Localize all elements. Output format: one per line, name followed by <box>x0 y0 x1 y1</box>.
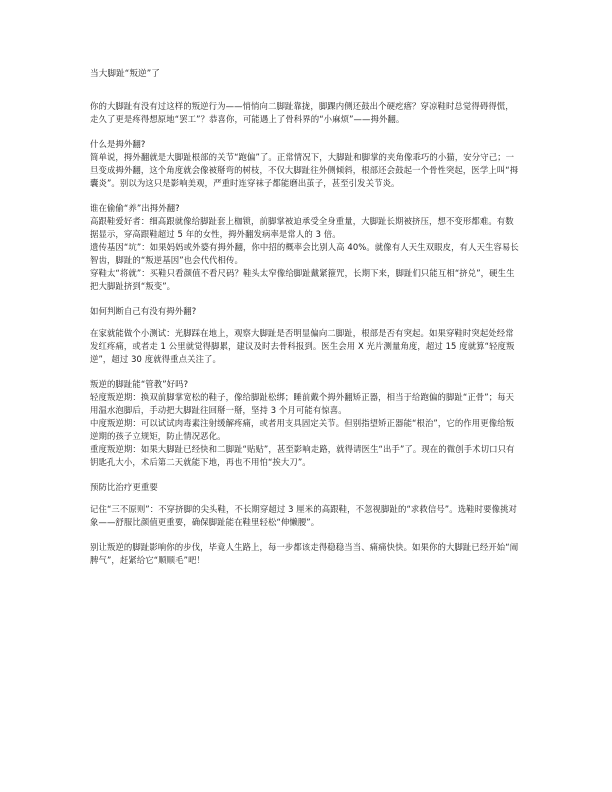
section-heading: 预防比治疗更重要 <box>90 482 158 492</box>
section-heading: 如何判断自己有没有拇外翻? <box>90 306 197 316</box>
closing-paragraph: 别让叛逆的脚趾影响你的步伐，毕竟人生路上，每一步都该走得稳稳当当、痛痛快快。如果你的大脚趾已经开始“闹脾气”，赶紧给它“顺顺毛”吧！ <box>90 542 519 565</box>
section-paragraph: 穿鞋太“将就”：买鞋只看颜值不看尺码？鞋头太窄像给脚趾戴紧箍咒，长期下来，脚趾们只能互相“挤兑”，硬生生把大脚趾挤到“叛变”。 <box>90 268 515 291</box>
section-paragraph: 轻度叛逆期：换双前脚掌宽松的鞋子，像给脚趾松绑；睡前戴个拇外翻矫正器，相当于给跑偏的脚趾“正骨”；每天用温水泡脚后，手动把大脚趾往回掰一掰，坚持 3 个月可能有惊喜。 <box>90 392 515 415</box>
intro-paragraph: 你的大脚趾有没有过这样的叛逆行为——悄悄向二脚趾靠拢，脚踝内侧还鼓出个硬疙瘩？穿凉鞋时总觉得碍得慌，走久了更是疼得想原地“罢工”？恭喜你，可能遇上了骨科界的“小麻烦”——拇外翻。 <box>90 101 514 124</box>
section-paragraph: 重度叛逆期：如果大脚趾已经快和二脚趾“贴贴”，甚至影响走路，就得请医生“出手”了。现在的微创手术切口只有钥匙孔大小，术后第二天就能下地，再也不用怕“挨大刀”。 <box>90 444 515 467</box>
section-paragraph: 高跟鞋爱好者：细高跟就像给脚趾套上枷锁，前脚掌被迫承受全身重量，大脚趾长期被挤压，想不变形都难。有数据显示，穿高跟鞋超过 5 年的女性，拇外翻发病率是常人的 3 倍。 <box>90 216 514 239</box>
section-heading: 谁在偷偷“养”出拇外翻? <box>90 203 180 213</box>
intro-section <box>90 100 522 126</box>
section-what-is <box>90 138 522 190</box>
article-title: 当大脚趾“叛逆”了 <box>90 69 160 79</box>
section-treatment <box>90 378 522 469</box>
section-diagnosis <box>90 305 522 366</box>
section-paragraph: 在家就能做个小测试：光脚踩在地上，观察大脚趾是否明显偏向二脚趾，根部是否有突起。如果穿鞋时突起处经常发红疼痛，或者走 1 公里就觉得脚累，建议及时去骨科报到。医生会用 X 光片测量角度，超过 15 度就算“轻度叛逆”，超过 30 度就得重点关注了。 <box>90 328 515 364</box>
section-paragraph: 简单说，拇外翻就是大脚趾根部的关节“跑偏”了。正常情况下，大脚趾和脚掌的夹角像乖巧的小猫，安分守己；一旦变成拇外翻，这个角度就会像被掰弯的树枝，不仅大脚趾往外侧倾斜，根部还会鼓起一个骨性突起，医学上叫“拇囊炎”。别以为这只是影响美观，严重时连穿袜子都能磨出茧子，甚至引发关节炎。 <box>90 152 519 188</box>
section-paragraph: 中度叛逆期：可以试试肉毒素注射缓解疼痛，或者用支具固定关节。但别指望矫正器能“根治”，它的作用更像给叛逆期的孩子立规矩，防止情况恶化。 <box>90 418 515 441</box>
section-heading: 叛逆的脚趾能“管教”好吗? <box>90 379 189 389</box>
article <box>90 68 522 579</box>
closing-section <box>90 541 522 567</box>
section-prevention <box>90 481 522 529</box>
section-heading: 什么是拇外翻? <box>90 139 146 149</box>
section-causes <box>90 202 522 293</box>
section-paragraph: 记住“三不原则”：不穿挤脚的尖头鞋，不长期穿超过 3 厘米的高跟鞋，不忽视脚趾的“求救信号”。选鞋时要像挑对象——舒服比颜值更重要，确保脚趾能在鞋里轻松“伸懒腰”。 <box>90 504 518 527</box>
section-paragraph: 遗传基因“坑”：如果妈妈或外婆有拇外翻，你中招的概率会比别人高 40%。就像有人天生双眼皮，有人天生容易长智齿，脚趾的“叛逆基因”也会代代相传。 <box>90 242 519 265</box>
